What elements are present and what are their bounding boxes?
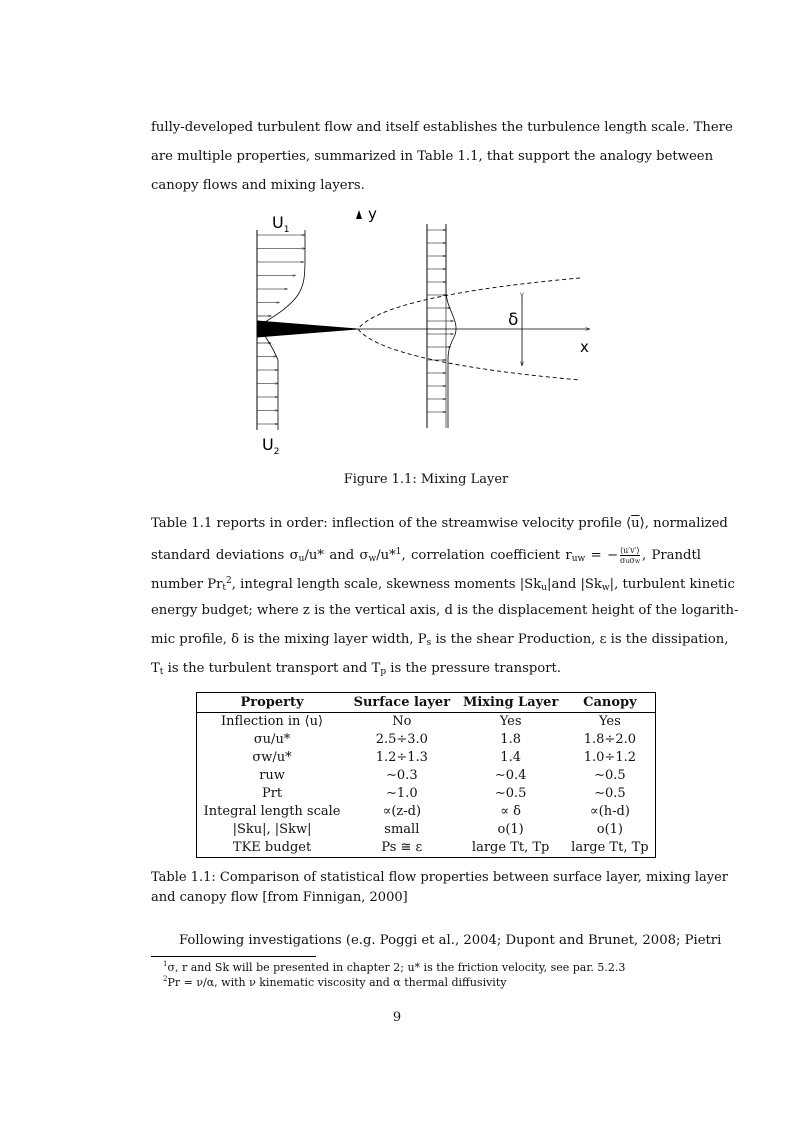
table-cell: small (384, 822, 420, 837)
table-caption-line-1: Table 1.1: Comparison of statistical flow properties between surface layer, mixing layer (151, 870, 728, 885)
figure-caption: Figure 1.1: Mixing Layer (343, 472, 509, 487)
right-velocity-profile (427, 224, 456, 428)
table-cell: 1.4 (500, 750, 521, 765)
table-row (197, 749, 656, 767)
table-header: Canopy (565, 693, 656, 713)
paragraph-1 (151, 113, 733, 200)
label-delta: δ (508, 310, 519, 330)
left-velocity-profile (257, 230, 357, 430)
para3-line-1: Following investigations (e.g. Poggi et al., 2004; Dupont and Brunet, 2008; Pietri (179, 933, 722, 948)
table-cell: Ps ≅ ε (381, 840, 423, 855)
table-cell: 1.8 (500, 732, 521, 747)
table-cell: |Sku|, |Skw| (232, 822, 312, 837)
table-row (197, 803, 656, 821)
label-u1: $U_1$ (272, 213, 290, 235)
splitter-plate-wedge (257, 321, 357, 337)
table-cell: 1.2÷1.3 (375, 750, 428, 765)
table-cell: Integral length scale (203, 804, 341, 819)
right-profile-arrows (427, 230, 454, 412)
table-cell: 1.0÷1.2 (583, 750, 636, 765)
page-number: 9 (392, 1010, 402, 1025)
footnote-2: $^2$Pr = ν/α, with ν kinematic viscosity and α thermal diffusivity (163, 975, 507, 989)
table-cell: No (392, 714, 412, 729)
para2-line-2: standard deviations $\sigma_u/u*$ and $\sigma_w/u*^1$, correlation coefficient $r_{uw}$ = − ⟨u′v′⟩ σuσw , Prandtl (151, 545, 701, 565)
properties-table (196, 692, 656, 858)
table-cell: large Tt, Tp (571, 840, 649, 855)
table-cell: ∼0.5 (594, 786, 626, 801)
table-caption (151, 868, 728, 908)
mixing-layer-figure (230, 200, 600, 460)
para2-line-6: $T_t$ is the turbulent transport and $T_p$ is the pressure transport. (151, 661, 562, 677)
paragraph-2 (151, 509, 739, 683)
table-row (197, 767, 656, 785)
table-row (197, 785, 656, 803)
table-cell: Yes (499, 714, 522, 729)
para2-line-1: Table 1.1 reports in order: inflection of the streamwise velocity profile $⟨\overline{u}⟩$, normalized (151, 516, 728, 531)
table-caption-line-2: and canopy flow [from Finnigan, 2000] (151, 890, 408, 905)
table-cell: Prt (261, 786, 283, 801)
table-cell: TKE budget (232, 840, 312, 855)
table-row (197, 713, 656, 732)
table-cell: large Tt, Tp (471, 840, 550, 855)
table-cell: 2.5÷3.0 (375, 732, 428, 747)
footnote-1: $^1$σ, r and Sk will be presented in chapter 2; u* is the friction velocity, see par. 5.2.3 (163, 960, 626, 974)
label-y: y (368, 205, 377, 223)
table-cell: ∼0.5 (494, 786, 527, 801)
table-cell: ∝(h-d) (589, 804, 630, 819)
table-cell: Inflection in ⟨u⟩ (221, 714, 324, 729)
para1-line-1: fully-developed turbulent flow and itself establishes the turbulence length scale. There (151, 120, 733, 135)
table-header-row (197, 693, 656, 713)
table-row (197, 731, 656, 749)
para2-line-5: mic profile, δ is the mixing layer width, $P_s$ is the shear Production, ε is the dissipation, (151, 632, 729, 648)
paragraph-3 (151, 926, 722, 955)
table-cell: 1.8÷2.0 (583, 732, 636, 747)
table-row (197, 821, 656, 839)
table-cell: ∼0.3 (386, 768, 418, 783)
table-header: Surface layer (347, 693, 456, 713)
para2-line-3: number $Pr_t^2$, integral length scale, skewness moments $|Sk_u|and$ $|Sk_w|$, turbulent kinetic (151, 576, 735, 593)
table-cell: Yes (598, 714, 621, 729)
table-cell: o(1) (497, 822, 524, 837)
table-cell: ruw (259, 768, 285, 783)
table-cell: σw/u* (252, 750, 292, 765)
table-cell: o(1) (596, 822, 623, 837)
table-cell: ∼0.4 (494, 768, 527, 783)
table-cell: ∝ δ (500, 804, 522, 819)
table-cell: ∼0.5 (594, 768, 626, 783)
table-header: Mixing Layer (457, 693, 565, 713)
para1-line-3: canopy flows and mixing layers. (151, 178, 365, 193)
table-cell: σu/u* (253, 732, 291, 747)
footnote-rule (151, 956, 316, 957)
para2-line-4: energy budget; where z is the vertical axis, d is the displacement height of the logarith- (151, 603, 739, 618)
para1-line-2: are multiple properties, summarized in Table 1.1, that support the analogy between (151, 149, 714, 164)
table-cell: ∼1.0 (386, 786, 418, 801)
table-header: Property (197, 693, 348, 713)
table-cell: ∝(z-d) (382, 804, 422, 819)
label-u2: $U_2$ (262, 435, 280, 457)
table-row (197, 839, 656, 858)
y-arrow-icon (356, 210, 362, 219)
label-x: x (580, 338, 589, 356)
